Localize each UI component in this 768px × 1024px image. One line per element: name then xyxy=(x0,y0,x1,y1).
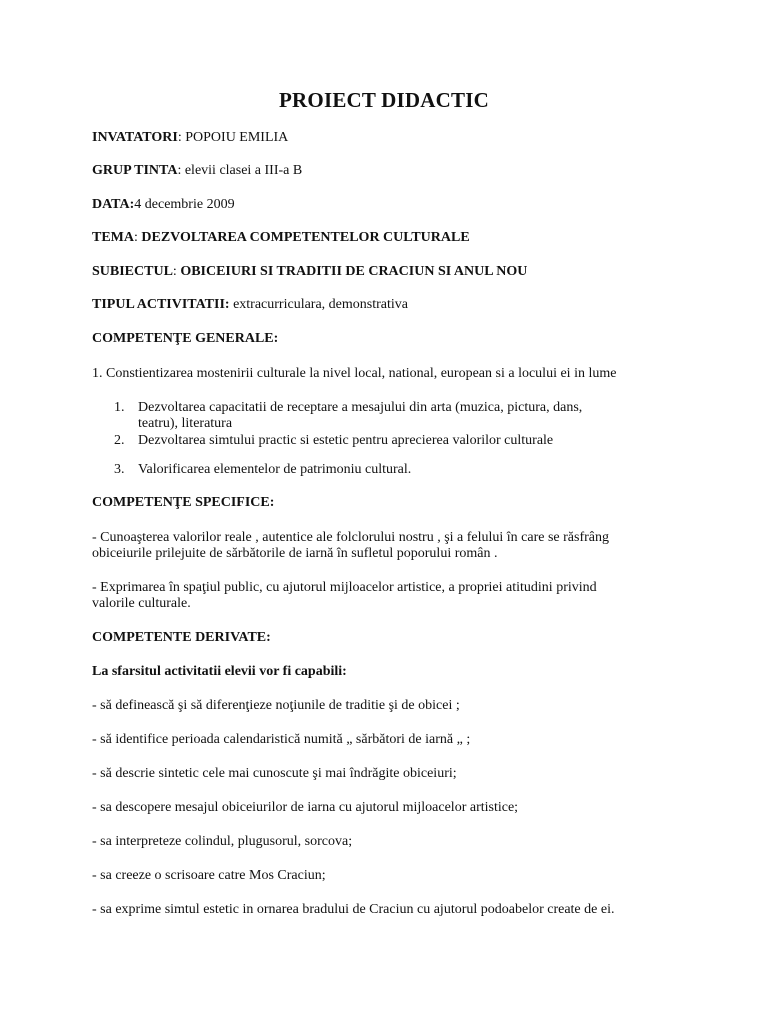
objective-item: - sa interpreteze colindul, plugusorul, sorcova; xyxy=(92,834,353,849)
field-label: TEMA xyxy=(92,230,134,245)
list-item-number: 1. xyxy=(114,400,125,415)
field-separator: : xyxy=(134,230,142,245)
field-value: extracurriculara, demonstrativa xyxy=(229,297,408,312)
list-item-number: 3. xyxy=(114,462,125,477)
paragraph-line: - Exprimarea în spaţiul public, cu ajutorul mijloacelor artistice, a propriei atitudini privind xyxy=(92,580,597,595)
objective-item: - să definească şi să diferenţieze noţiunile de traditie şi de obicei ; xyxy=(92,698,460,713)
paragraph-line: obiceiurile prilejuite de sărbătorile de iarnă în sufletul poporului român . xyxy=(92,546,498,561)
heading-competente-derivate: COMPETENTE DERIVATE: xyxy=(92,630,271,645)
list-item-text: Dezvoltarea capacitatii de receptare a mesajului din arta (muzica, pictura, dans, xyxy=(138,400,583,415)
heading-competente-specifice: COMPETENŢE SPECIFICE: xyxy=(92,495,275,510)
field-grup-tinta xyxy=(92,163,302,179)
paragraph-line: - Cunoaşterea valorilor reale , autentice ale folclorului nostru , şi a felului în care se răsfrâng xyxy=(92,530,610,545)
list-item-text: Dezvoltarea simtului practic si estetic pentru aprecierea valorilor culturale xyxy=(138,433,554,448)
field-invatatori xyxy=(92,130,288,146)
competenta-generala-intro: 1. Constientizarea mostenirii culturale la nivel local, national, european si a locului ei in lume xyxy=(92,366,617,381)
field-label: GRUP TINTA xyxy=(92,163,178,178)
subheading-obiective: La sfarsitul activitatii elevii vor fi capabili: xyxy=(92,664,347,679)
page-title: PROIECT DIDACTIC xyxy=(279,88,489,112)
field-label: TIPUL ACTIVITATII: xyxy=(92,297,230,312)
list-item-text: Valorificarea elementelor de patrimoniu cultural. xyxy=(138,462,412,477)
field-value: : POPOIU EMILIA xyxy=(177,130,289,145)
objective-item: - să descrie sintetic cele mai cunoscute şi mai îndrăgite obiceiuri; xyxy=(92,766,457,781)
objective-item: - sa creeze o scrisoare catre Mos Craciun; xyxy=(92,868,326,883)
objective-item: - sa descopere mesajul obiceiurilor de iarna cu ajutorul mijloacelor artistice; xyxy=(92,800,519,815)
field-label: DATA: xyxy=(92,197,135,212)
list-item-number: 2. xyxy=(114,433,125,448)
heading-competente-generale: COMPETENŢE GENERALE: xyxy=(92,331,279,346)
paragraph-line: valorile culturale. xyxy=(92,596,191,611)
list-item-text: teatru), literatura xyxy=(138,416,233,431)
field-data xyxy=(92,197,235,213)
field-tema xyxy=(92,230,470,246)
field-subiectul xyxy=(92,264,527,280)
objective-item: - să identifice perioada calendaristică numită „ sărbători de iarnă „ ; xyxy=(92,732,471,747)
field-label: INVATATORI xyxy=(92,130,178,145)
field-label: SUBIECTUL xyxy=(92,264,173,279)
field-value: OBICEIURI SI TRADITII DE CRACIUN SI ANUL NOU xyxy=(180,264,528,279)
field-value: 4 decembrie 2009 xyxy=(134,197,235,212)
field-separator: : xyxy=(172,264,181,279)
objective-item: - sa exprime simtul estetic in ornarea bradului de Craciun cu ajutorul podoabelor create de ei. xyxy=(92,902,615,917)
field-value: : elevii clasei a III-a B xyxy=(177,163,303,178)
field-value: DEZVOLTAREA COMPETENTELOR CULTURALE xyxy=(141,230,470,245)
field-tipul-activitatii xyxy=(92,297,408,313)
